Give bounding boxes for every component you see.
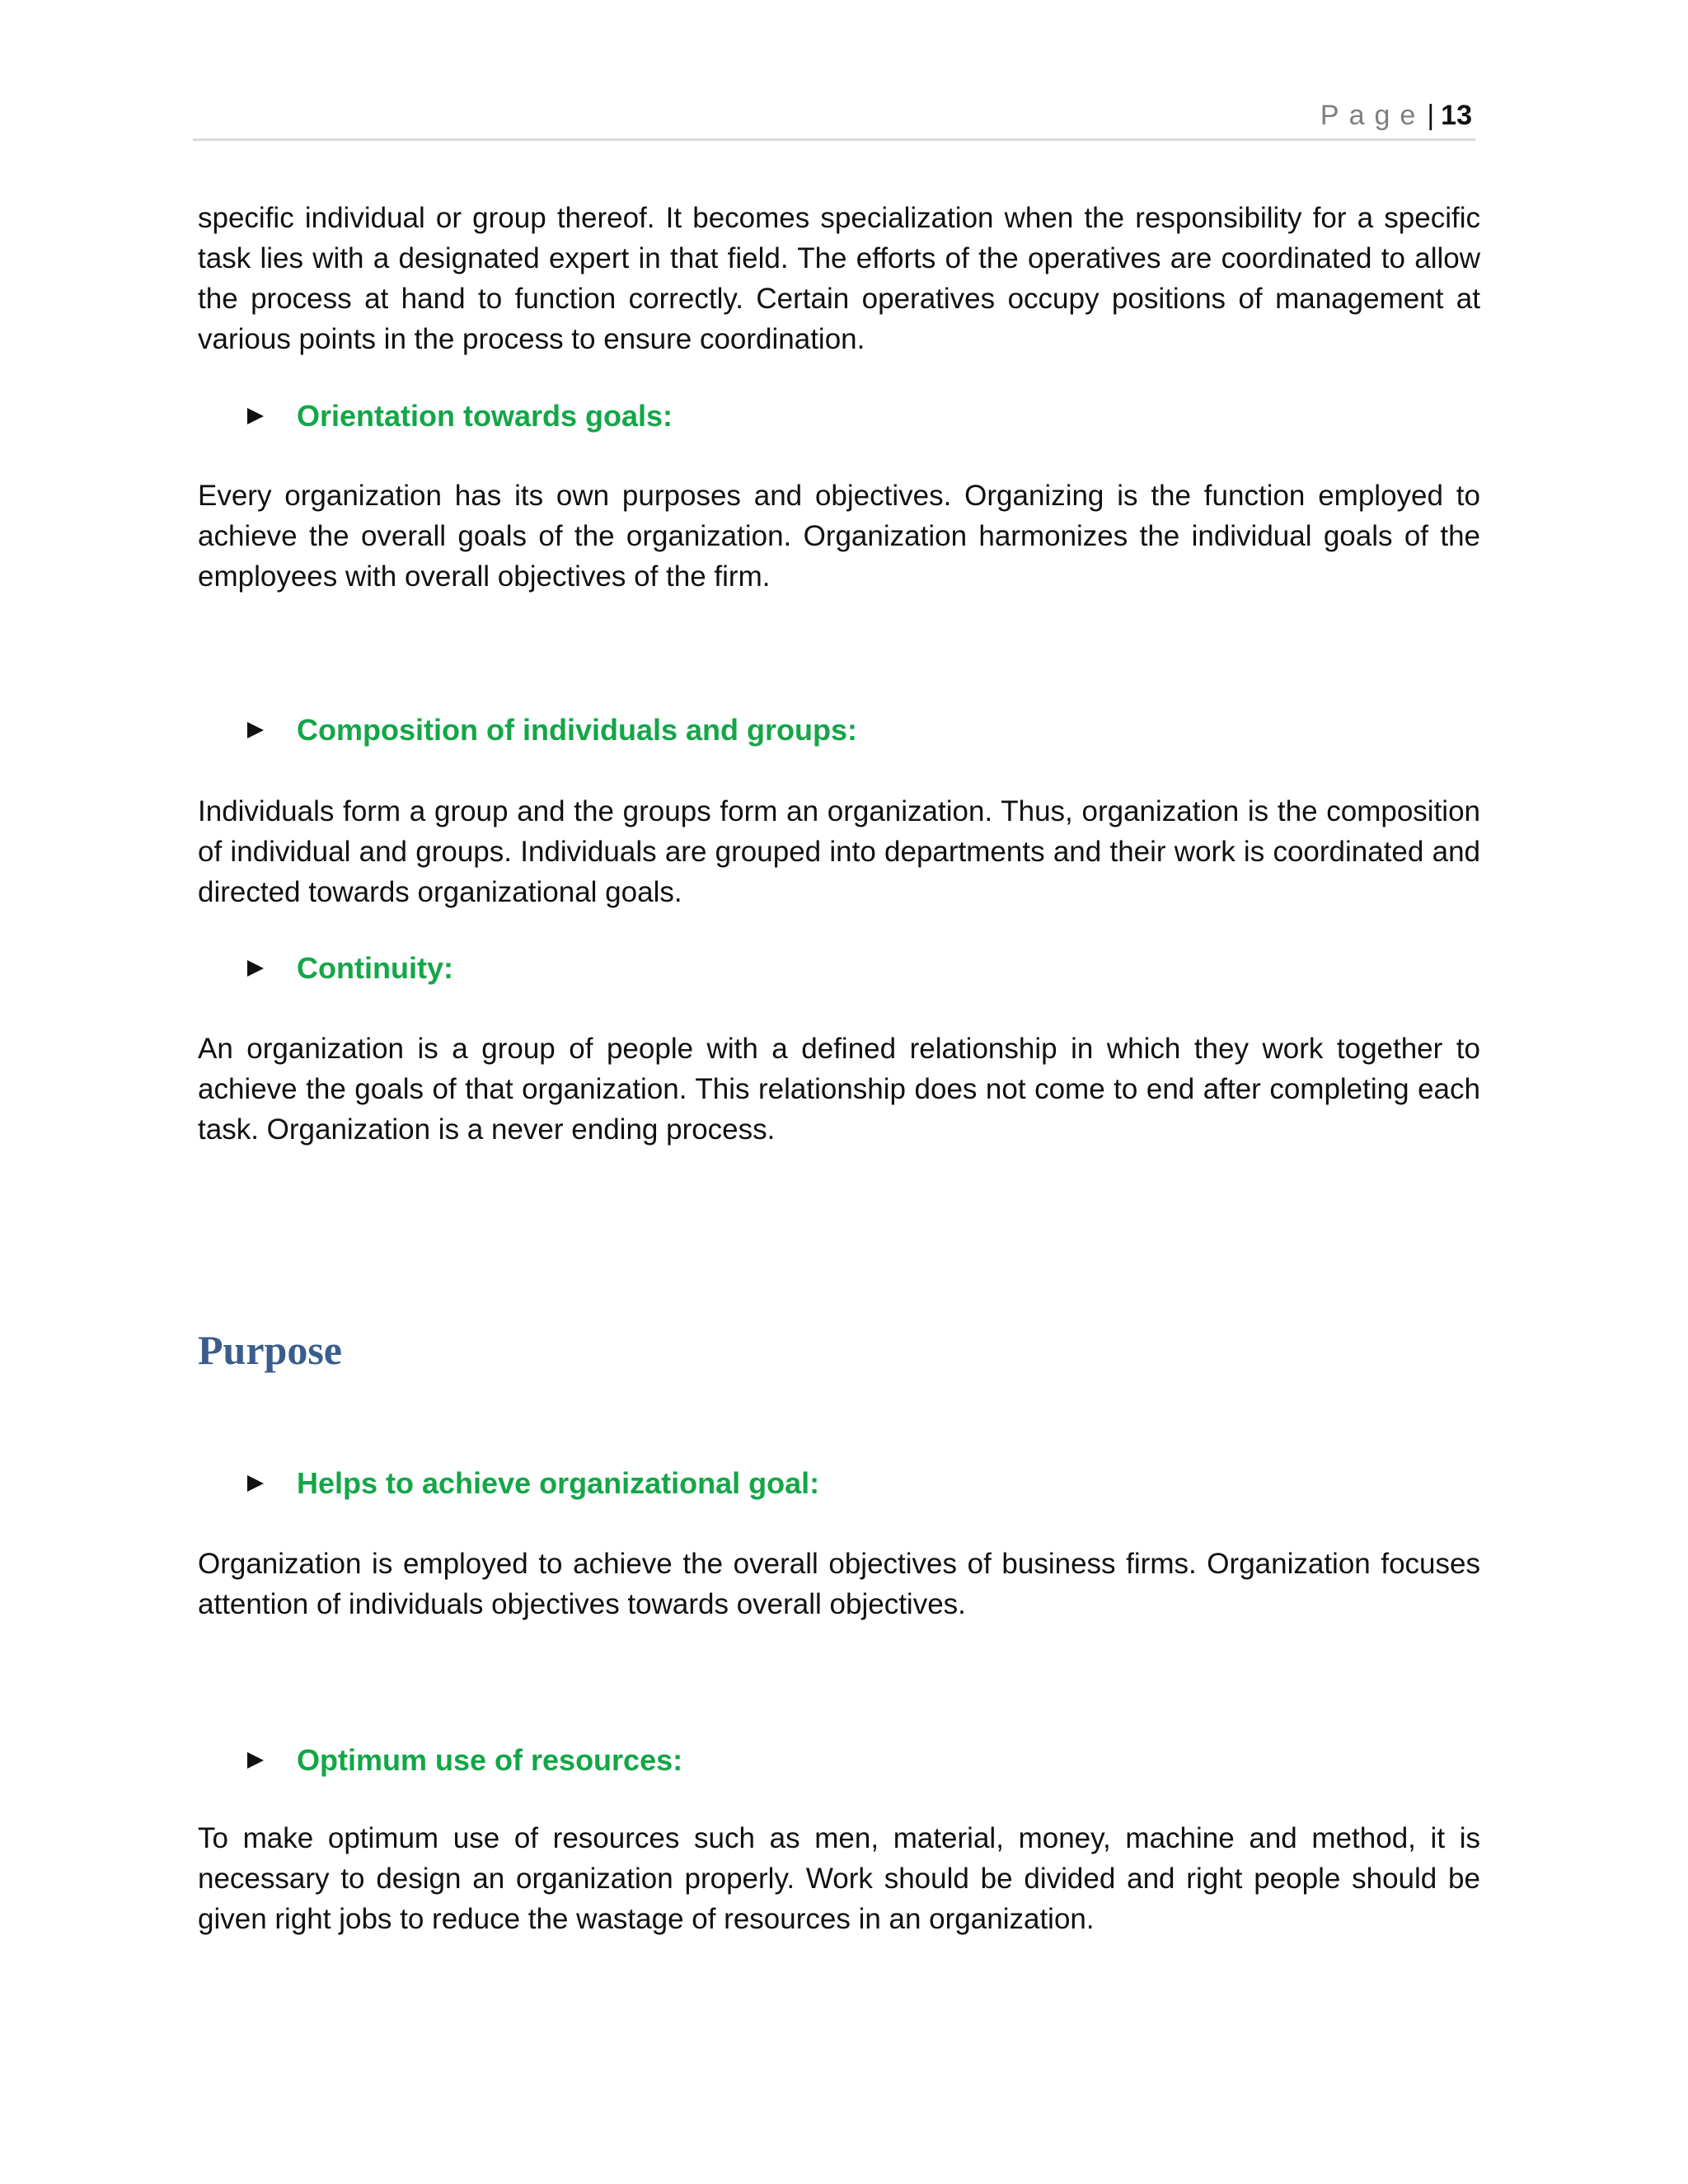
bullet-composition-of-individuals [247, 712, 857, 748]
arrow-bullet-icon [247, 960, 264, 977]
intro-paragraph: specific individual or group thereof. It becomes specialization when the responsibility for a specific task lies with a designated expert in that field. The efforts of the operatives are coordinated to allow the process at hand to function correctly. Certain operatives occupy positions of management at various points in the process to ensure coordination. [198, 202, 1480, 355]
page-number: 13 [1441, 100, 1472, 131]
arrow-bullet-icon [247, 1475, 264, 1492]
page-header [193, 97, 1475, 141]
orientation-paragraph: Every organization has its own purposes and objectives. Organizing is the function employed to achieve the overall goals of the organization. Organization harmonizes the individual goals of the employees with overall objectives of the firm. [198, 480, 1480, 593]
arrow-bullet-icon [247, 1752, 264, 1769]
bullet-heading: Helps to achieve organizational goal: [297, 1466, 820, 1500]
composition-paragraph: Individuals form a group and the groups form an organization. Thus, organization is the composition of individual and groups. Individuals are grouped into departments and their work is coordinated and directed towards organizational goals. [198, 795, 1480, 908]
page-separator: | [1427, 100, 1435, 131]
bullet-heading: Orientation towards goals: [297, 399, 673, 433]
bullet-helps-achieve-goal [247, 1465, 819, 1502]
bullet-heading: Composition of individuals and groups: [297, 713, 857, 747]
page-word: Page [1320, 100, 1426, 131]
arrow-bullet-icon [247, 722, 264, 738]
optimum-use-paragraph: To make optimum use of resources such as men, material, money, machine and method, it is necessary to design an organization properly. Work should be divided and right people should be given right jobs to reduce the wastage of resources in an organization. [198, 1822, 1480, 1935]
arrow-bullet-icon [247, 408, 264, 424]
helps-achieve-goal-paragraph: Organization is employed to achieve the overall objectives of business firms. Organization focuses attention of individuals objectives towards overall objectives. [198, 1548, 1480, 1620]
continuity-paragraph: An organization is a group of people with a defined relationship in which they work together to achieve the goals of that organization. This relationship does not come to end after completing each task. Organization is a never ending process. [198, 1033, 1480, 1146]
bullet-heading: Optimum use of resources: [297, 1743, 683, 1777]
section-title-purpose: Purpose [198, 1327, 342, 1373]
page-number-label [1320, 99, 1472, 132]
bullet-heading: Continuity: [297, 951, 453, 985]
bullet-optimum-use-of-resources [247, 1742, 682, 1779]
bullet-orientation-towards-goals [247, 398, 673, 434]
bullet-continuity [247, 950, 453, 987]
